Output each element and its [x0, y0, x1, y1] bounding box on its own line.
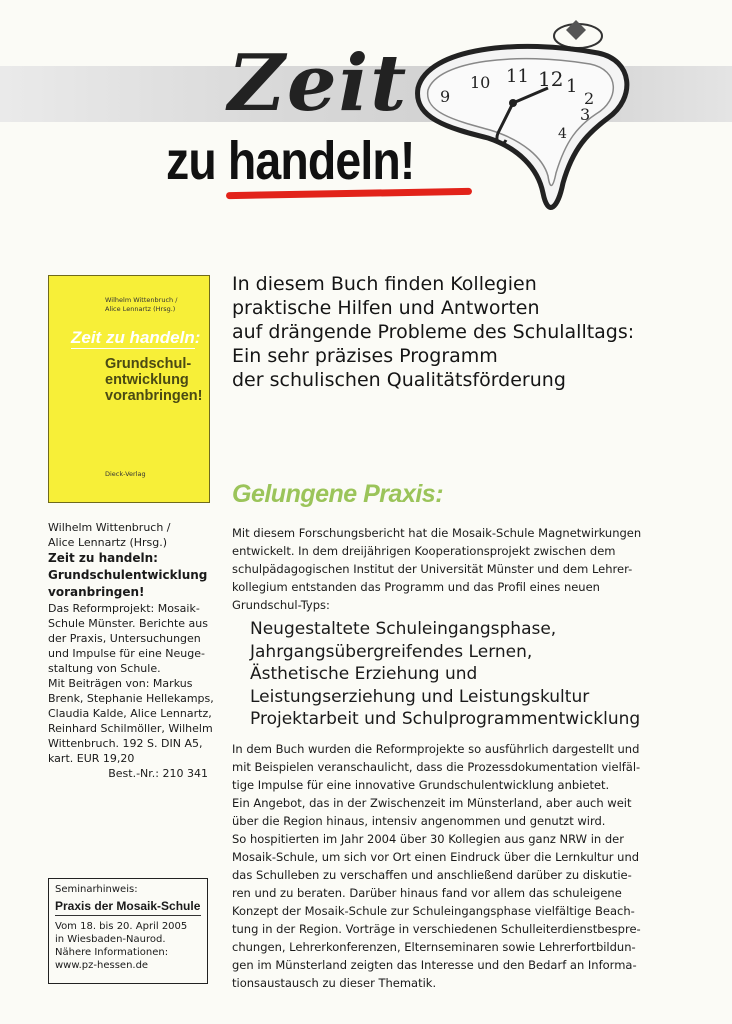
bib-detail-line: der Praxis, Untersuchungen	[48, 632, 201, 645]
intro-line: auf drängende Probleme des Schulalltags:	[232, 321, 635, 343]
bib-detail-line: Brenk, Stephanie Hellekamps,	[48, 692, 214, 705]
seminar-link[interactable]: www.pz-hessen.de	[55, 960, 149, 971]
feature-list	[250, 618, 640, 731]
list-item: Neugestaltete Schuleingangsphase,	[250, 619, 557, 639]
bib-detail-line: Schule Münster. Berichte aus	[48, 617, 208, 630]
book-cover-subtitle-line: entwicklung	[105, 372, 189, 388]
paragraph-line: das Schulleben zu verschaffen und anschließend darüber zu diskutie-	[232, 868, 632, 882]
clock-numeral-11: 11	[506, 66, 529, 87]
paragraph-line: Konzept der Mosaik-Schule zur Schuleingangsphase vielfältige Beach-	[232, 904, 635, 918]
seminar-line: Nähere Informationen:	[55, 947, 169, 958]
clock-numeral-1: 1	[566, 76, 578, 97]
paragraph-line: Mit diesem Forschungsbericht hat die Mosaik-Schule Magnetwirkungen	[232, 526, 642, 540]
bib-title-line: Grundschulentwicklung	[48, 568, 208, 582]
bleed-through-text	[150, 0, 156, 17]
intro-text	[232, 272, 672, 392]
bib-detail-line: Reinhard Schilmöller, Wilhelm	[48, 722, 213, 735]
paragraph-line: chungen, Lehrerkonferenzen, Elternseminaren sowie Lehrerfortbildun-	[232, 940, 636, 954]
bib-detail-line: und Impulse für eine Neuge-	[48, 647, 205, 660]
paragraph-line: kollegium entstanden das Programm und das Profil eines neuen	[232, 580, 600, 594]
bib-detail-line: Mit Beiträgen von: Markus	[48, 677, 193, 690]
clock-numeral-3: 3	[580, 105, 591, 124]
paragraph-line: ren und zu beraten. Darüber hinaus fand vor allem das schuleigene	[232, 886, 622, 900]
bib-detail-line: staltung von Schule.	[48, 662, 161, 675]
book-cover-title: Zeit zu handeln:	[71, 328, 201, 347]
book-cover-author-2: Alice Lennartz (Hrsg.)	[105, 305, 176, 313]
book-cover-publisher: Dieck-Verlag	[105, 470, 146, 478]
clock-numeral-12: 12	[538, 67, 564, 91]
bib-title-line: Zeit zu handeln:	[48, 551, 158, 565]
book-cover	[48, 275, 210, 503]
clock-numeral-10: 10	[470, 73, 491, 92]
seminar-line: Vom 18. bis 20. April 2005	[55, 921, 188, 932]
paragraph-line: entwickelt. In dem dreijährigen Kooperationsprojekt zwischen dem	[232, 544, 616, 558]
paragraph-line: tionsaustausch zu dieser Thematik.	[232, 976, 437, 990]
paragraph-line: tige Impulse für eine innovative Grundschulentwicklung anbietet.	[232, 778, 610, 792]
title-zeit: Zeit	[228, 38, 409, 129]
intro-line: der schulischen Qualitätsförderung	[232, 369, 566, 391]
book-cover-subtitle-line: Grundschul-	[105, 356, 192, 372]
seminar-title: Praxis der Mosaik-Schule	[55, 898, 201, 916]
intro-line: In diesem Buch finden Kollegien	[232, 273, 537, 295]
bib-detail-line: Claudia Kalde, Alice Lennartz,	[48, 707, 212, 720]
paragraph-line: In dem Buch wurden die Reformprojekte so ausführlich dargestellt und	[232, 742, 640, 756]
paragraph-line: schulpädagogischen Institut der Universität Münster und dem Lehrer-	[232, 562, 633, 576]
paragraph-line: tung in der Region. Vorträge in verschiedenen Schulleiterdienstbespre-	[232, 922, 641, 936]
book-cover-title-rule	[71, 348, 195, 349]
section-heading: Gelungene Praxis:	[232, 480, 444, 508]
paragraph-line: mit Beispielen veranschaulicht, dass die Prozessdokumentation vielfäl-	[232, 760, 641, 774]
clock-numeral-4: 4	[558, 126, 567, 142]
title-zu-handeln: zu handeln!	[166, 131, 415, 191]
intro-line: praktische Hilfen und Antworten	[232, 297, 540, 319]
bib-detail-line: Wittenbruch. 192 S. DIN A5,	[48, 737, 203, 750]
paragraph-2	[232, 740, 662, 992]
bib-author: Alice Lennartz (Hrsg.)	[48, 536, 168, 549]
bib-detail-line: kart. EUR 19,20	[48, 752, 135, 765]
book-cover-subtitle	[105, 356, 202, 404]
intro-line: Ein sehr präzises Programm	[232, 345, 498, 367]
bib-title-line: voranbringen!	[48, 585, 145, 599]
melting-clock-illustration	[398, 8, 638, 222]
book-cover-authors	[105, 296, 177, 314]
list-item: Leistungserziehung und Leistungskultur	[250, 686, 590, 707]
list-item: Jahrgangsübergreifendes Lernen,	[250, 641, 533, 662]
list-item: Ästhetische Erziehung und	[250, 664, 478, 684]
bib-order-number: Best.-Nr.: 210 341	[108, 767, 208, 780]
paragraph-line: So hospitierten im Jahr 2004 über 30 Kollegien aus ganz NRW in der	[232, 832, 624, 846]
list-item: Projektarbeit und Schulprogrammentwicklung	[250, 709, 641, 729]
seminar-label: Seminarhinweis:	[55, 884, 138, 895]
paragraph-line: Mosaik-Schule, um sich vor Ort einen Eindruck über die Lernkultur und	[232, 850, 640, 864]
paragraph-1	[232, 524, 662, 614]
book-cover-author-1: Wilhelm Wittenbruch /	[105, 296, 178, 304]
seminar-box	[48, 878, 208, 984]
paragraph-line: über die Region hinaus, intensiv angenommen und genutzt wird.	[232, 814, 606, 828]
book-cover-subtitle-line: voranbringen!	[105, 388, 203, 404]
paragraph-line: gen im Münsterland zeigten das Interesse und den Bedarf an Informa-	[232, 958, 637, 972]
clock-numeral-2: 2	[584, 89, 595, 108]
paragraph-line: Grundschul-Typs:	[232, 598, 330, 612]
bib-detail-line: Das Reformprojekt: Mosaik-	[48, 602, 200, 615]
seminar-line: in Wiesbaden-Naurod.	[55, 934, 166, 945]
paragraph-line: Ein Angebot, das in der Zwischenzeit im Münsterland, aber auch weit	[232, 796, 632, 810]
bibliography-info	[48, 520, 218, 781]
bib-author: Wilhelm Wittenbruch /	[48, 521, 171, 534]
clock-numeral-9: 9	[440, 87, 451, 106]
